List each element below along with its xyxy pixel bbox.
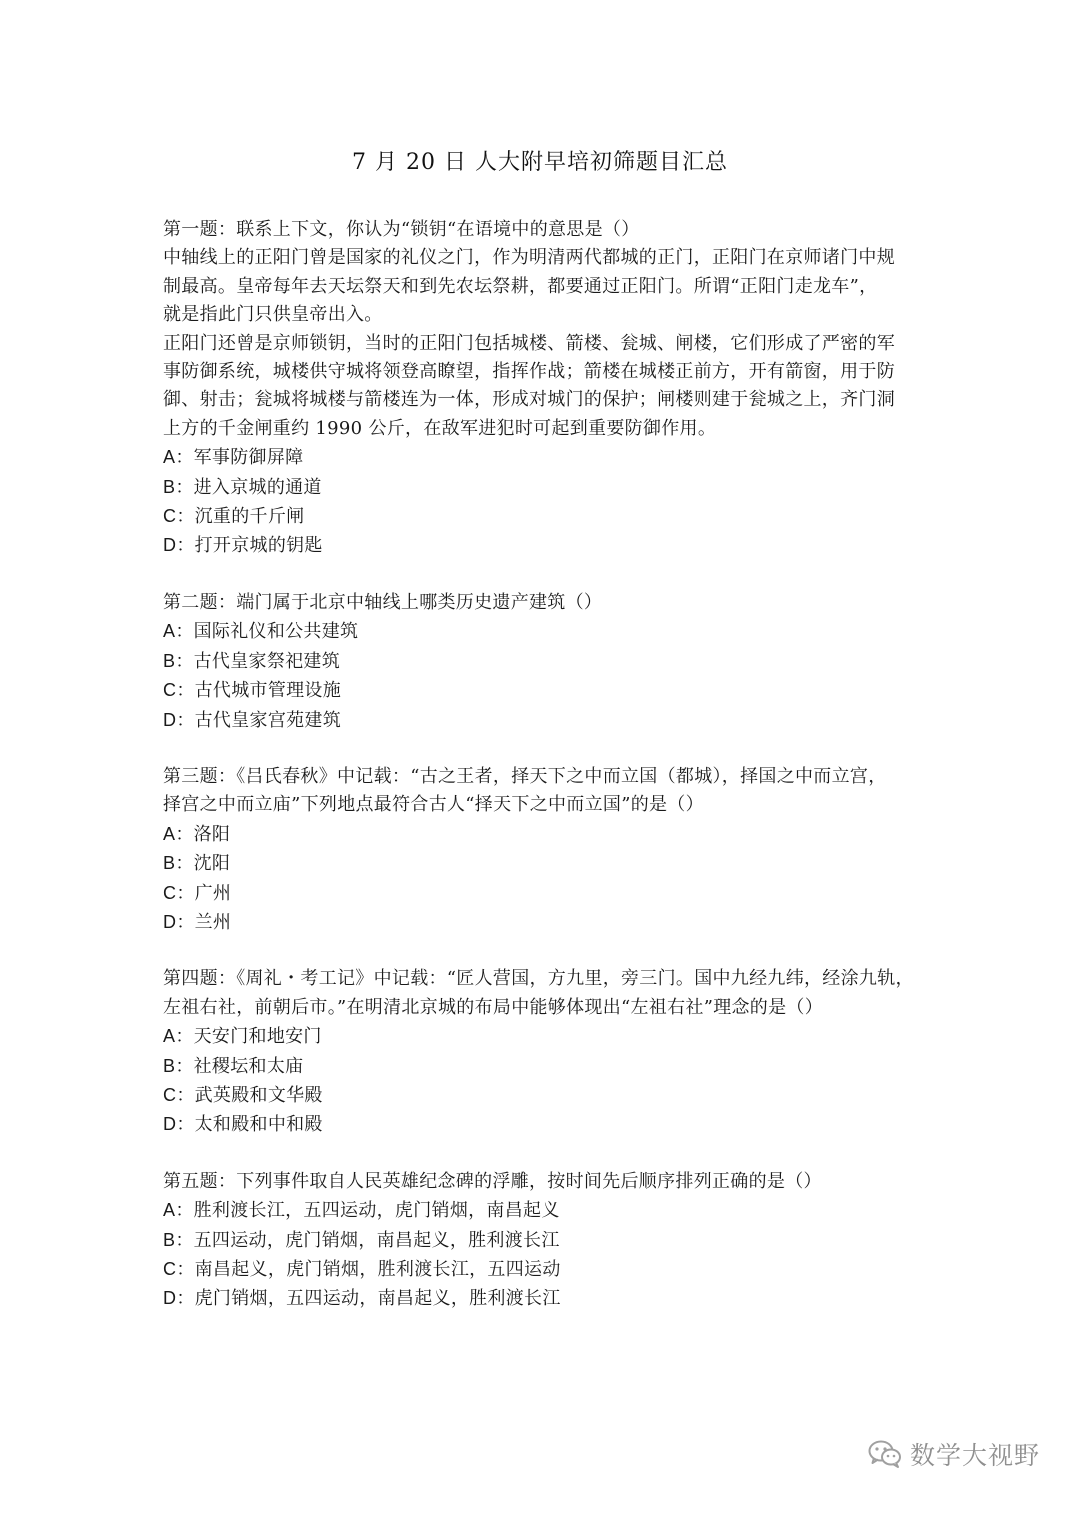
question-5 — [163, 1168, 923, 1314]
option-a: A：胜利渡长江，五四运动，虎门销烟，南昌起义 — [163, 1200, 560, 1222]
option-text: 古代皇家祭祀建筑 — [193, 650, 341, 672]
option-text: 武英殿和文华殿 — [194, 1084, 323, 1106]
option-letter: C — [163, 680, 177, 701]
question-1-passage-line: 就是指此门只供皇帝出入。 — [163, 304, 383, 326]
option-text: 胜利渡长江，五四运动，虎门销烟，南昌起义 — [193, 1200, 560, 1222]
watermark-text: 数学大视野 — [910, 1441, 1041, 1470]
option-a: A：天安门和地安门 — [163, 1026, 322, 1048]
page-title: 7 月 20 日 人大附早培初筛题目汇总 — [352, 150, 728, 175]
option-d: D：虎门销烟，五四运动，南昌起义，胜利渡长江 — [163, 1288, 561, 1310]
option-letter: C — [163, 1084, 177, 1105]
option-letter: A — [163, 1200, 176, 1221]
question-4-stem: 第四题：《周礼・考工记》中记载：“匠人营国，方九里，旁三门。国中九经九纬，经涂九轨， — [163, 968, 914, 990]
option-text: 沈阳 — [193, 853, 231, 875]
option-letter: D — [163, 911, 177, 932]
option-b: B：进入京城的通道 — [163, 476, 322, 498]
option-letter: C — [163, 882, 177, 903]
option-c: C：南昌起义，虎门销烟，胜利渡长江，五四运动 — [163, 1259, 561, 1280]
option-text: 古代皇家宫苑建筑 — [194, 709, 342, 731]
option-letter: D — [163, 535, 177, 556]
option-c: C：武英殿和文华殿 — [163, 1084, 323, 1106]
option-letter: B — [163, 1229, 176, 1250]
question-2-stem: 第二题：端门属于北京中轴线上哪类历史遗产建筑（） — [163, 591, 603, 613]
wechat-icon — [868, 1439, 902, 1469]
option-text: 太和殿和中和殿 — [194, 1114, 323, 1136]
watermark — [868, 1436, 1040, 1472]
question-1-passage-line: 上方的千金闸重约 1990 公斤，在敌军进犯时可起到重要防御作用。 — [163, 417, 717, 439]
option-letter: B — [163, 650, 176, 671]
question-1-passage-line: 中轴线上的正阳门曾是国家的礼仪之门，作为明清两代都城的正门，正阳门在京师诸门中规 — [163, 247, 895, 269]
option-a: A：军事防御屏障 — [163, 447, 304, 469]
question-3-stem: 择宫之中而立庙”下列地点最符合古人“择天下之中而立国”的是（） — [163, 794, 704, 816]
question-4-stem: 左祖右社，前朝后市。”在明清北京城的布局中能够体现出“左祖右社”理念的是（） — [163, 996, 824, 1018]
option-text: 沉重的千斤闸 — [194, 506, 305, 528]
question-1-passage-line: 制最高。皇帝每年去天坛祭天和到先农坛祭耕，都要通过正阳门。所谓“正阳门走龙车”， — [163, 275, 878, 297]
option-text: 军事防御屏障 — [193, 447, 304, 469]
option-letter: A — [163, 621, 176, 642]
question-5-stem: 第五题：下列事件取自人民英雄纪念碑的浮雕，按时间先后顺序排列正确的是（） — [163, 1170, 822, 1192]
option-d: D：打开京城的钥匙 — [163, 535, 323, 557]
option-letter: B — [163, 476, 176, 497]
option-d: D：兰州 — [163, 911, 232, 933]
option-letter: B — [163, 1055, 176, 1076]
question-1 — [163, 216, 923, 561]
option-letter: A — [163, 823, 176, 844]
option-a: A：国际礼仪和公共建筑 — [163, 621, 359, 643]
question-1-passage-line: 正阳门还曾是京师锁钥，当时的正阳门包括城楼、箭楼、瓮城、闸楼，它们形成了严密的军 — [163, 332, 895, 354]
option-letter: D — [163, 1288, 177, 1309]
question-2 — [163, 589, 923, 735]
option-text: 虎门销烟，五四运动，南昌起义，胜利渡长江 — [194, 1288, 561, 1310]
option-text: 南昌起义，虎门销烟，胜利渡长江，五四运动 — [194, 1259, 561, 1280]
question-3-stem: 第三题：《吕氏春秋》中记载：“古之王者，择天下之中而立国（都城），择国之中而立宫， — [163, 765, 887, 787]
option-b: B：古代皇家祭祀建筑 — [163, 650, 341, 672]
option-a: A：洛阳 — [163, 823, 231, 845]
option-letter: A — [163, 447, 176, 468]
option-text: 社稷坛和太庙 — [193, 1055, 304, 1077]
question-list — [163, 216, 923, 1342]
question-1-passage-line: 御、射击；瓮城将城楼与箭楼连为一体，形成对城门的保护；闸楼则建于瓮城之上，齐门洞 — [163, 389, 895, 411]
option-c: C：广州 — [163, 882, 232, 904]
option-text: 古代城市管理设施 — [194, 680, 342, 702]
option-b: B：五四运动，虎门销烟，南昌起义，胜利渡长江 — [163, 1229, 560, 1251]
option-text: 五四运动，虎门销烟，南昌起义，胜利渡长江 — [193, 1229, 560, 1251]
option-letter: A — [163, 1026, 176, 1047]
option-text: 广州 — [194, 882, 232, 904]
question-1-passage-line: 事防御系统，城楼供守城将领登高瞭望，指挥作战；箭楼在城楼正前方，开有箭窗，用于防 — [163, 361, 895, 383]
option-text: 国际礼仪和公共建筑 — [193, 621, 359, 643]
option-text: 天安门和地安门 — [193, 1026, 322, 1048]
option-b: B：沈阳 — [163, 853, 231, 875]
option-letter: C — [163, 1259, 177, 1279]
option-text: 进入京城的通道 — [193, 476, 322, 498]
option-letter: D — [163, 709, 177, 730]
option-text: 打开京城的钥匙 — [194, 535, 323, 557]
question-3 — [163, 763, 923, 937]
question-4 — [163, 965, 923, 1139]
option-letter: D — [163, 1114, 177, 1135]
option-text: 兰州 — [194, 911, 232, 933]
option-c: C：古代城市管理设施 — [163, 680, 342, 702]
option-c: C：沉重的千斤闸 — [163, 506, 305, 528]
question-1-stem: 第一题：联系上下文，你认为“锁钥“在语境中的意思是（） — [163, 219, 640, 240]
option-letter: C — [163, 506, 177, 527]
option-d: D：太和殿和中和殿 — [163, 1114, 323, 1136]
option-b: B：社稷坛和太庙 — [163, 1055, 304, 1077]
option-text: 洛阳 — [193, 823, 231, 845]
option-letter: B — [163, 853, 176, 874]
option-d: D：古代皇家宫苑建筑 — [163, 709, 342, 731]
